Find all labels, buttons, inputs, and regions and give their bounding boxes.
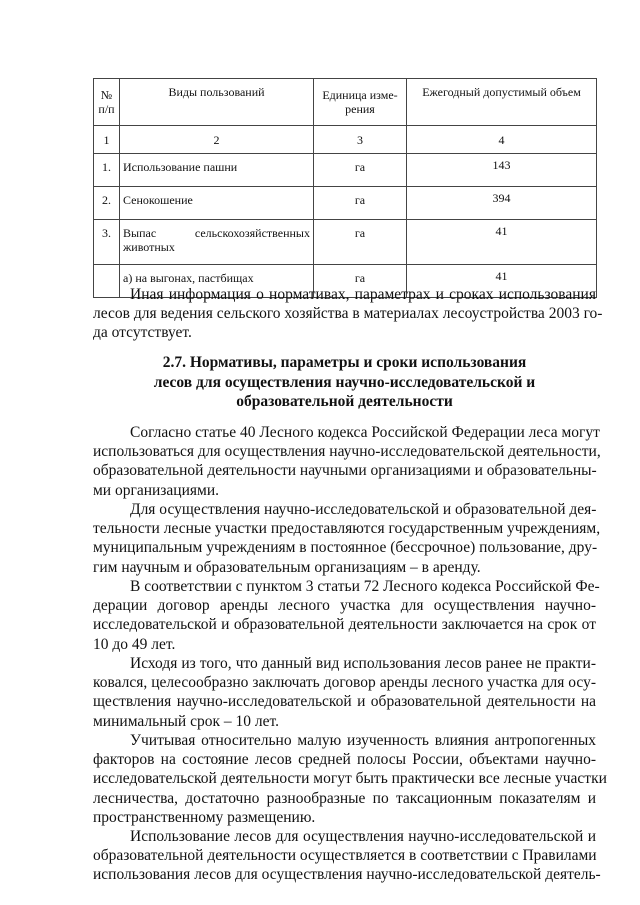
body-paragraph: Для осуществления научно-исследовательской и образовательной дея- тельности лесные участки предоставляются государственным учреждениям, муниципальным учреждениям в постоянное (бессрочное) пользование, дру- гим научным и образовательным организациям – в аренду.	[93, 501, 601, 576]
header-kind: Виды пользований	[120, 79, 314, 126]
row-name: а) на выгонах, пастбищах	[120, 265, 314, 298]
col-number: 4	[407, 126, 597, 154]
section-heading: 2.7. Нормативы, параметры и сроки использования лесов для осуществления научно-исследовательской и образовательной деятельности	[153, 354, 536, 410]
table-row	[94, 187, 597, 220]
row-value: 394	[407, 187, 597, 220]
row-name: Сенокошение	[120, 187, 314, 220]
header-num: № п/п	[94, 79, 120, 126]
body-paragraph: Исходя из того, что данный вид использования лесов ранее не практи- ковался, целесообразно заключать договор аренды лесного участка для осу- ществления научно-исследовательской и образовательной деятельности на минимальный срок – 10 лет.	[93, 655, 596, 730]
row-value: 41	[407, 265, 597, 298]
col-number: 3	[314, 126, 407, 154]
body-paragraph: Учитывая относительно малую изученность влияния антропогенных факторов на состояние лесов средней полосы России, объектами научно- исследовательской деятельности могут быть практически все лесные участки лесничества, достаточно разнообразные по таксационным показателям и пространственному размещению.	[93, 732, 607, 826]
header-unit: Единица изме- рения	[314, 79, 407, 126]
row-unit: га	[314, 265, 407, 298]
row-number: 3.	[94, 220, 120, 265]
row-name: Использование пашни	[120, 154, 314, 187]
row-unit: га	[314, 187, 407, 220]
body-paragraph: В соответствии с пунктом 3 статьи 72 Лесного кодекса Российской Фе- дерации договор аренды лесного участка для осуществления научно- исследовательской и образовательной деятельности заключается на срок от 10 до 49 лет.	[93, 578, 600, 653]
row-number: 2.	[94, 187, 120, 220]
row-unit: га	[314, 154, 407, 187]
table-row	[94, 154, 597, 187]
land-use-table	[93, 78, 597, 298]
col-number: 1	[94, 126, 120, 154]
row-value: 41	[407, 220, 597, 265]
row-unit: га	[314, 220, 407, 265]
header-volume: Ежегодный допустимый объем	[407, 79, 597, 126]
body-paragraph: Использование лесов для осуществления научно-исследовательской и образовательной деятельности осуществляется в соответствии с Правилами использования лесов для осуществления научно-исследовательской деятель-	[93, 828, 601, 884]
row-number: 1.	[94, 154, 120, 187]
intro-paragraph: Иная информация о нормативах, параметрах и сроках использования лесов для ведения сельского хозяйства в материалах лесоустройства 2003 го- да отсутствует.	[93, 286, 603, 342]
table-row	[94, 220, 597, 265]
column-number-row	[94, 126, 597, 154]
body-paragraph: Согласно статье 40 Лесного кодекса Российской Федерации леса могут использоваться для осуществления научно-исследовательской деятельности, образовательной деятельности научными организациями и образовательны- ми организациями.	[93, 424, 601, 499]
row-value: 143	[407, 154, 597, 187]
col-number: 2	[120, 126, 314, 154]
row-name: Выпас сельскохозяйственных животных	[120, 220, 314, 265]
table-header-row	[94, 79, 597, 126]
